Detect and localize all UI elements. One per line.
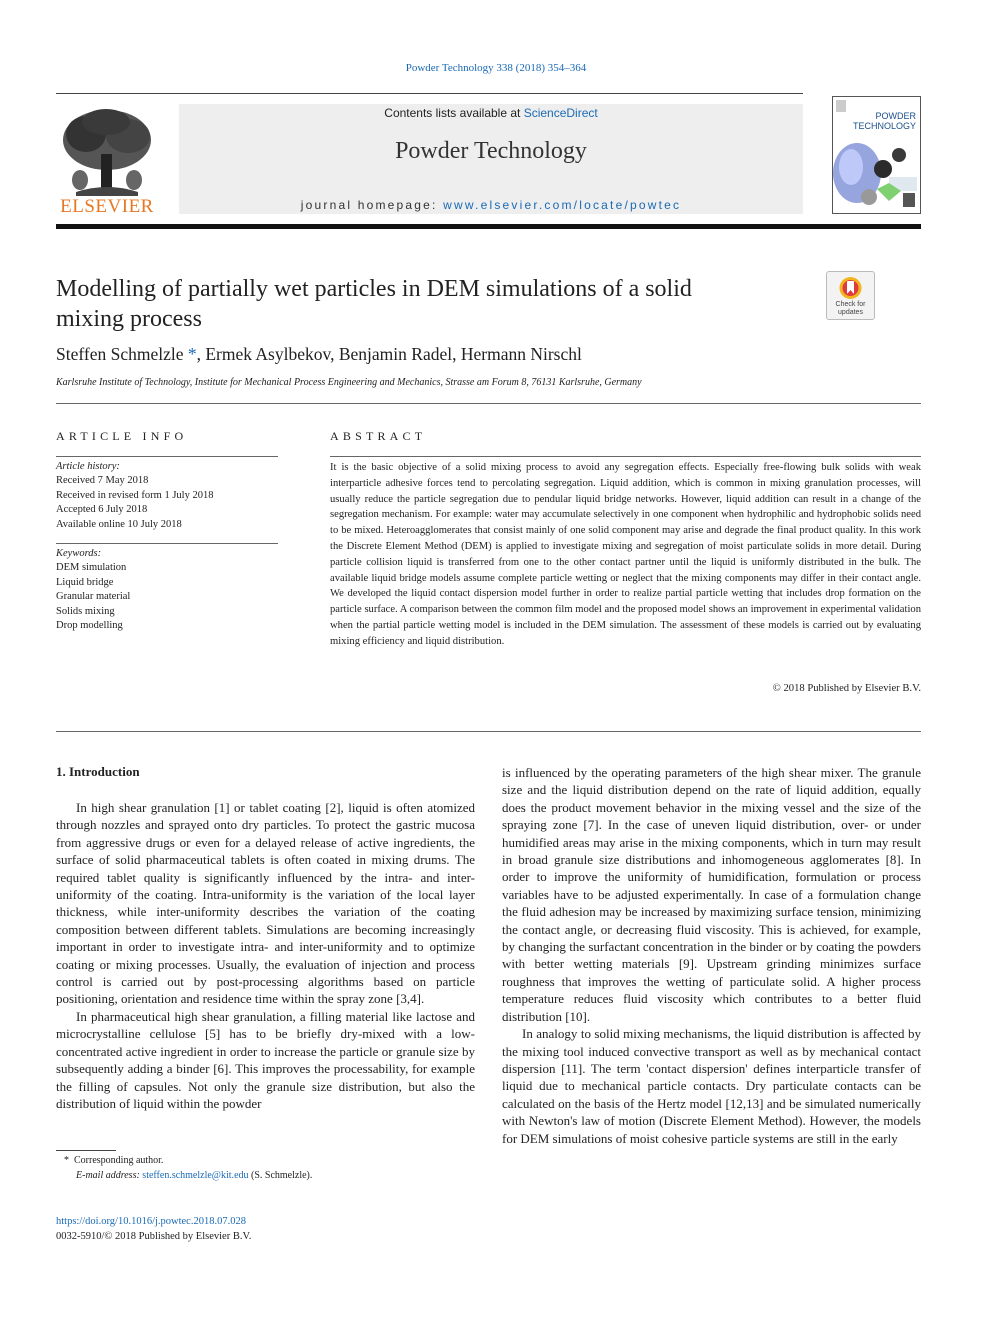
journal-title: Powder Technology [395, 138, 587, 164]
abstract-heading: ABSTRACT [330, 429, 427, 443]
keyword-item: Drop modelling [56, 620, 123, 632]
email-suffix: (S. Schmelzle). [248, 1170, 313, 1181]
keyword-item: Granular material [56, 591, 131, 603]
footnote-email [56, 1168, 312, 1183]
keyword-item: DEM simulation [56, 562, 127, 574]
crossmark-line-2: updates [838, 308, 863, 316]
cover-title-line-2: TECHNOLOGY [852, 121, 916, 131]
keyword-item: Solids mixing [56, 605, 115, 617]
paragraph: In high shear granulation [1] or tablet coating [2], liquid is often atomized through nozzles and sprayed onto dry particles. To protect the gastric mucosa from aggressive drugs or even for a delayed release of active ingredients, the surface of solid pharmaceutical tablets is often coated in mixing drums. The required tablet quality is significantly influenced by the intra- and inter-uniformity of the coating. Intra-uniformity is the variation of the local layer thickness, while inter-uniformity describes the variation of the coating composition between different tablets. Simulations are becoming increasingly important in order to investigate intra- and inter-uniformity and to optimize coating or mixing processes. Usually, the evaluation of injection and process control is carried out by post-processing algorithms based on particle positioning, orientation and residence time within the spray zone [3,4]. [56, 800, 475, 1007]
journal-homepage [179, 198, 803, 212]
footnote-corresponding [56, 1153, 163, 1168]
author-names-rest: , Ermek Asylbekov, Benjamin Radel, Hermann Nirschl [196, 344, 582, 364]
sciencedirect-link[interactable]: ScienceDirect [523, 106, 598, 120]
history-item: Received 7 May 2018 [56, 475, 149, 487]
header-thick-rule [56, 224, 921, 229]
author-name[interactable]: Steffen Schmelzle [56, 344, 184, 364]
body-column-right [502, 764, 921, 1147]
email-label: E-mail address: [76, 1170, 143, 1181]
keyword-item: Liquid bridge [56, 576, 114, 588]
doi-link[interactable]: https://doi.org/10.1016/j.powtec.2018.07.028 [56, 1216, 246, 1227]
top-rule [56, 93, 803, 94]
email-link[interactable]: steffen.schmelzle@kit.edu [142, 1170, 249, 1181]
history-item: Received in revised form 1 July 2018 [56, 489, 214, 501]
elsevier-wordmark: ELSEVIER [60, 196, 154, 217]
crossmark-label [827, 301, 874, 316]
contents-line [179, 106, 803, 120]
keywords [56, 547, 278, 633]
keywords-label: Keywords: [56, 548, 102, 559]
doi-block [56, 1214, 251, 1244]
homepage-link[interactable]: www.elsevier.com/locate/powtec [443, 198, 682, 212]
author-list [56, 344, 582, 365]
footnote-rule [56, 1150, 116, 1151]
check-for-updates-button[interactable] [826, 271, 875, 320]
article-title: Modelling of partially wet particles in DEM simulations of a solid mixing process [56, 276, 692, 332]
cover-title-line-1: POWDER [875, 111, 916, 121]
section-heading: 1. Introduction [56, 764, 140, 779]
contents-prefix: Contents lists available at [384, 106, 524, 120]
paragraph: is influenced by the operating parameters of the high shear mixer. The granule size and the liquid distribution depend on the rate of liquid addition, equally does the product movement behavior in the mixing vessel and the size of the spraying zone [7]. In the case of uneven liquid distribution, over- or under humidified areas may arise in the mixing components, which in turn may result in broad granule size distributions and inhomogeneous agglomerates [8]. In order to improve the uniformity of humidification, formulation or process variables have to be adjusted experimentally. In case of a formulation change the fluid adhesion may be increased by maximizing surface tension, minimizing the contact angle, or decreasing fluid viscosity. This is achieved, for example, by changing the surfactant concentration in the binder or by coating the powders with better wetting materials [9]. Upstream grinding minimizes surface roughness that improves the wetting of particulate solid. A higher process temperature reduces fluid viscosity which contributes to a better fluid distribution [10]. [502, 765, 921, 1024]
crossmark-icon [827, 274, 874, 304]
footnote-marker: * [64, 1155, 69, 1166]
paragraph: In analogy to solid mixing mechanisms, the liquid distribution is affected by the mixing tool induced convective transport as well as by mechanical contact dispersion [11]. The term 'contact dispersion' defines interparticle transfer of liquid due to mechanical particle contacts. Dry particulate contacts can be calculated on the basis of the Hertz model [12,13] and be simulated numerically with Newton's law of motion (Discrete Element Method). However, the models for DEM simulations of moist cohesive particle systems are still in the early [502, 1026, 921, 1146]
history-item: Accepted 6 July 2018 [56, 504, 148, 516]
divider [56, 731, 921, 732]
history-item: Available online 10 July 2018 [56, 518, 182, 530]
article-history [56, 460, 278, 532]
article-info-heading: ARTICLE INFO [56, 429, 188, 443]
issn-line: 0032-5910/© 2018 Published by Elsevier B.V. [56, 1231, 252, 1242]
divider [56, 456, 278, 457]
corresponding-author-marker[interactable]: * [187, 344, 197, 364]
history-label: Article history: [56, 461, 120, 472]
homepage-prefix: journal homepage: [300, 198, 444, 212]
abstract-text: It is the basic objective of a solid mixing process to avoid any segregation effects. Especially free-flowing bulk solids with weak interparticle adhesive forces tend to percolating segregation. Liquid addition, which is common in mixing granulation processes, will usually reduce the particle segregation due to pendular liquid bridge networks. However, liquid addition can result in a change of the segregation mechanism. For example: water may accumulate selectively in one component when hydrophilic and hydrophobic solids need to be mixed. Heteroagglomerates that consist mainly of one solid component may arise and degrade the final product quality. In this work the Discrete Element Method (DEM) is applied to investigate mixing and segregation of moist particulate solids in more detail. During particle collision liquid is transferred from one to the other contact partner until the liquid is uniformly distributed in the bulk. The available liquid bridge models assume complete particle wetting or neglect that the mixing components may differ in their contact angle. We developed the liquid contact dispersion model further in order to realize partial particle wetting that includes drop formation on the particle surface. A comparison between the common film model and the proposed model shows an improvement in experimental validation when the partial particle wetting model is included in the DEM simulation. The assessment of these models is carried out by evaluating mixing efficiency and liquid distribution. [330, 462, 921, 647]
paragraph: In pharmaceutical high shear granulation, a filling material like lactose and microcrystalline cellulose [5] has to be briefly dry-mixed with a low-concentrated active ingredient in order to increase the particle or granule size by subsequently adding a binder [6]. This improves the processability, for example the filling of capsules. Not only the granule size distribution, but also the distribution of liquid within the powder [56, 1008, 475, 1111]
journal-reference[interactable]: Powder Technology 338 (2018) 354–364 [405, 62, 587, 74]
divider [330, 456, 921, 457]
divider [56, 543, 278, 544]
body-column-left [56, 799, 475, 1112]
abstract-copyright: © 2018 Published by Elsevier B.V. [772, 683, 921, 694]
cover-title [853, 111, 916, 131]
affiliation: Karlsruhe Institute of Technology, Institute for Mechanical Process Engineering and Mechanics, Strasse am Forum 8, 76131 Karlsruhe, Germany [56, 377, 642, 388]
divider [56, 403, 921, 404]
footnote-corresponding-text: Corresponding author. [74, 1155, 164, 1166]
journal-cover-thumbnail[interactable] [832, 96, 921, 214]
crossmark-line-1: Check for [835, 301, 866, 308]
